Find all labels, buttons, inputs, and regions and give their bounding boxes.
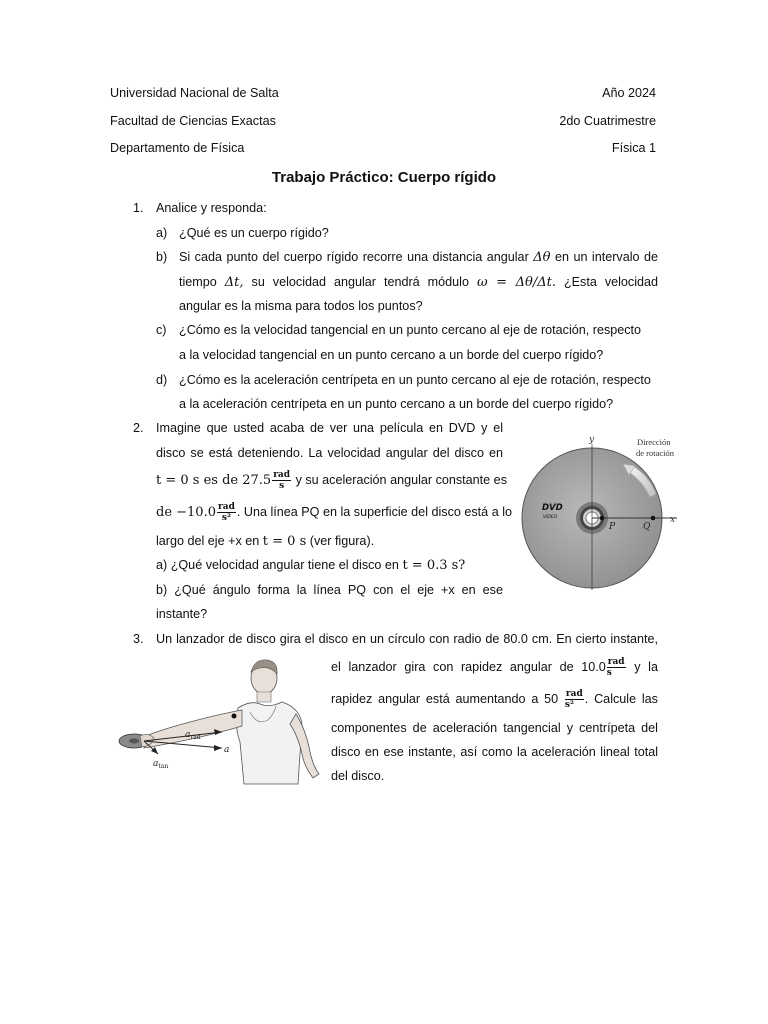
q2-b-line2: instante? <box>156 607 208 621</box>
q1-c-line1: ¿Cómo es la velocidad tangencial en un punto cercano al eje de rotación, respecto <box>179 323 642 337</box>
q2-line3: t = 0 s es de 27.5 $\frac{\text{rad}}{s}$ y su aceleración angular constante es <box>156 470 507 491</box>
q2-line2: disco se está deteniendo. La velocidad angular del disco en <box>156 446 503 460</box>
label-q: Q <box>643 522 651 532</box>
q3-line1: Un lanzador de disco gira el disco en un círculo con radio de 80.0 cm. En cierto instante, <box>156 632 658 646</box>
fraction-rad-per-s: $\frac{\text{rad}}{s}$ <box>606 657 625 678</box>
q1-c-label: c) <box>156 323 167 337</box>
q1-intro: Analice y responda: <box>156 201 267 215</box>
q3-line6: del disco. <box>331 769 385 783</box>
q1-b-line3: angular es la misma para todos los puntos? <box>179 299 423 313</box>
q3-line2: el lanzador gira con rapidez angular de 10.0 $\frac{\text{rad}}{s}$ y la <box>331 657 658 678</box>
q1-b-line2: tiempo Δt, su velocidad angular tendrá módulo ω = Δθ/Δt. ¿Esta velocidad <box>179 275 659 290</box>
dvd-video-label: VIDEO <box>543 515 558 520</box>
q3-line4: componentes de aceleración tangencial y centrípeta del <box>331 721 658 735</box>
department-name: Departamento de Física <box>110 141 245 155</box>
rotation-direction-line2: de rotación <box>636 448 674 458</box>
label-x: x <box>670 515 676 525</box>
term: 2do Cuatrimestre <box>559 114 656 128</box>
q1-b-label: b) <box>156 250 168 264</box>
q1-a-label: a) <box>156 226 168 240</box>
dvd-logo: DVD <box>542 503 563 513</box>
page-title: Trabajo Práctico: Cuerpo rígido <box>271 169 497 186</box>
q2-a: a) ¿Qué velocidad angular tiene el disco en t = 0.3 s? <box>156 558 466 573</box>
fraction-rad-per-s: $\frac{\text{rad}}{s}$ <box>273 470 291 491</box>
label-y: y <box>589 435 595 445</box>
label-atan: $a_{tan}$ <box>153 759 169 770</box>
point-q <box>651 516 656 521</box>
q3-number: 3. <box>133 632 144 646</box>
q2-line5: largo del eje +x en t = 0 s (ver figura). <box>156 534 375 549</box>
q2-line4: de −10.0 $\frac{\text{rad}}{\text{s²}}$ . Una línea PQ en la superficie del disco está a lo <box>156 502 512 523</box>
faculty-name: Facultad de Ciencias Exactas <box>110 114 276 128</box>
q2-line1: Imagine que usted acaba de ver una película en DVD y el <box>156 421 503 435</box>
fraction-rad-per-s2: $\frac{\text{rad}}{\text{s²}}$ <box>564 689 583 710</box>
q3-line5: disco en ese instante, así como la aceleración lineal total <box>331 745 658 759</box>
point-p <box>600 516 605 521</box>
q1-number: 1. <box>133 201 144 215</box>
q1-a-text: ¿Qué es un cuerpo rígido? <box>179 226 329 240</box>
course-name: Física 1 <box>611 141 656 155</box>
discus-thrower-figure <box>110 652 325 787</box>
fraction-rad-per-s2: $\frac{\text{rad}}{\text{s²}}$ <box>218 502 235 523</box>
label-p: P <box>609 522 616 532</box>
q1-d-label: d) <box>156 373 168 387</box>
year: Año 2024 <box>602 86 656 100</box>
q3-line3: rapidez angular está aumentando a 50 $\frac{\text{rad}}{\text{s²}}$ . Calcule las <box>331 689 658 710</box>
label-a: a <box>224 745 230 755</box>
q2-number: 2. <box>133 421 144 435</box>
label-arad: $a_{rad}$ <box>185 730 201 741</box>
dvd-figure <box>515 430 685 590</box>
q2-b-line1: b) ¿Qué ángulo forma la línea PQ con el eje +x en ese <box>156 583 503 597</box>
q1-c-line2: a la velocidad tangencial en un punto cercano a un borde del cuerpo rígido? <box>179 348 604 362</box>
rotation-direction-line1: Dirección <box>637 437 671 447</box>
q1-d-line2: a la aceleración centrípeta en un punto cercano a un borde del cuerpo rígido? <box>179 397 614 411</box>
university-name: Universidad Nacional de Salta <box>110 86 279 100</box>
athlete-torso <box>236 702 302 784</box>
q1-d-line1: ¿Cómo es la aceleración centrípeta en un punto cercano al eje de rotación, respecto <box>179 373 651 387</box>
shoulder-pivot <box>232 714 237 719</box>
q1-b-line1: Si cada punto del cuerpo rígido recorre una distancia angular Δθ en un intervalo de <box>179 250 659 265</box>
